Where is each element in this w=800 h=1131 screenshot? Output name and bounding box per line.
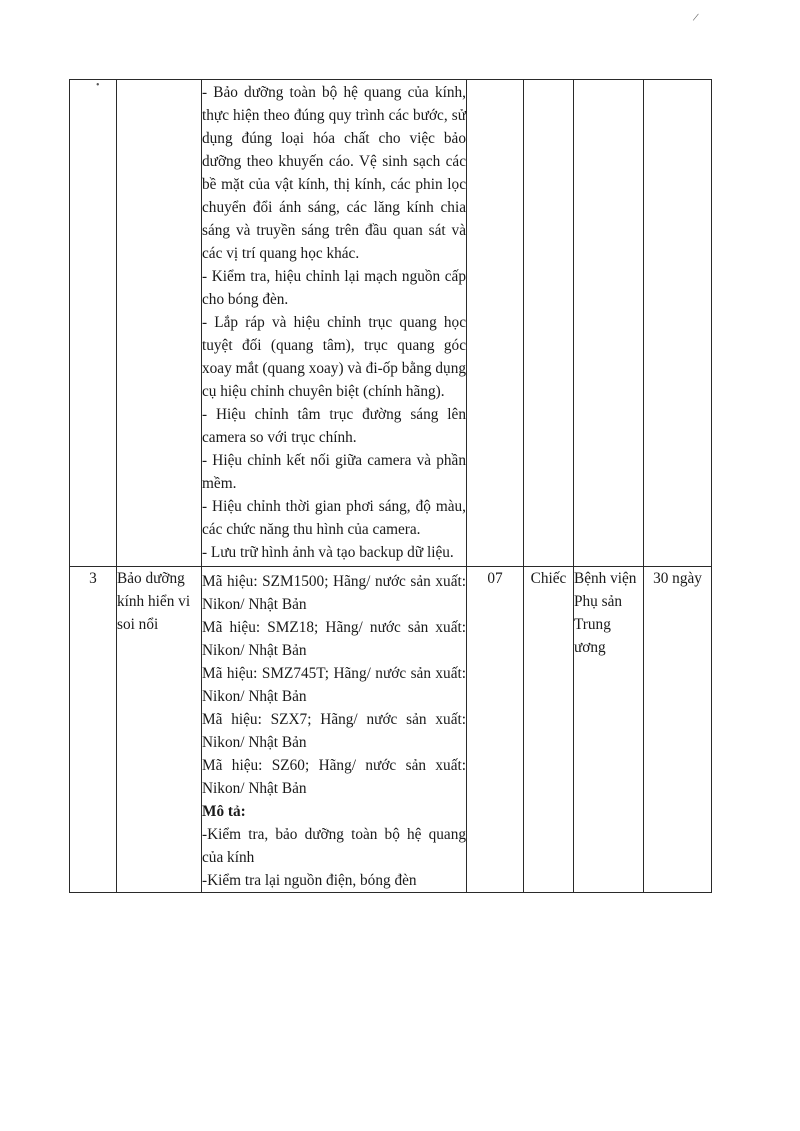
table-row-continuation [70, 80, 712, 567]
model-line: Mã hiệu: SZM1500; Hãng/ nước sản xuất: Nikon/ Nhật Bản [202, 573, 466, 613]
desc-line: - Kiểm tra, hiệu chỉnh lại mạch nguồn cấp cho bóng đèn. [202, 268, 466, 308]
unit-cell: Chiếc [524, 567, 574, 893]
quantity-cell [467, 80, 524, 567]
name-cell: Bảo dưỡng kính hiển vi soi nổi [117, 567, 202, 893]
desc-line: - Hiệu chỉnh kết nối giữa camera và phần mềm. [202, 452, 466, 492]
stt-cell [70, 80, 117, 567]
model-line: Mã hiệu: SMZ745T; Hãng/ nước sản xuất: Nikon/ Nhật Bản [202, 665, 466, 705]
description-heading: Mô tả: [202, 803, 246, 820]
desc-line: - Hiệu chỉnh thời gian phơi sáng, độ màu, các chức năng thu hình của camera. [202, 498, 466, 538]
duration-cell: 30 ngày [644, 567, 712, 893]
name-cell [117, 80, 202, 567]
quantity-cell: 07 [467, 567, 524, 893]
model-line: Mã hiệu: SMZ18; Hãng/ nước sản xuất: Nikon/ Nhật Bản [202, 619, 466, 659]
desc-line: - Hiệu chỉnh tâm trục đường sáng lên camera so với trục chính. [202, 406, 466, 446]
description-cell [202, 567, 467, 893]
desc-line: - Bảo dưỡng toàn bộ hệ quang của kính, thực hiện theo đúng quy trình các bước, sử dụng đúng loại hóa chất cho việc bảo dưỡng theo khuyến cáo. Vệ sinh sạch các bề mặt của vật kính, thị kính, các phin lọc chuyển đổi ánh sáng, các lăng kính chia sáng và truyền sáng trên đầu quan sát và các vị trí quang học khác. [202, 84, 466, 262]
specification-table [69, 79, 712, 893]
stt-cell: 3 [70, 567, 117, 893]
unit-cell [524, 80, 574, 567]
model-line: Mã hiệu: SZX7; Hãng/ nước sản xuất: Nikon/ Nhật Bản [202, 711, 466, 751]
model-line: Mã hiệu: SZ60; Hãng/ nước sản xuất: Nikon/ Nhật Bản [202, 757, 466, 797]
desc-line: - Lưu trữ hình ảnh và tạo backup dữ liệu. [202, 544, 454, 561]
table-row-3 [70, 567, 712, 893]
duration-cell [644, 80, 712, 567]
description-cell [202, 80, 467, 567]
location-cell: Bệnh viện Phụ sản Trung ương [574, 567, 644, 893]
desc-line: -Kiểm tra, bảo dưỡng toàn bộ hệ quang của kính [202, 826, 466, 866]
desc-line: -Kiểm tra lại nguồn điện, bóng đèn [202, 872, 417, 889]
scan-tick-mark: / [691, 9, 700, 25]
scan-dot-mark: • [96, 80, 100, 91]
location-cell [574, 80, 644, 567]
desc-line: - Lắp ráp và hiệu chỉnh trục quang học tuyệt đối (quang tâm), trục quang góc xoay mắt (quang xoay) và đi-ốp bằng dụng cụ hiệu chỉnh chuyên biệt (chính hãng). [202, 314, 466, 400]
